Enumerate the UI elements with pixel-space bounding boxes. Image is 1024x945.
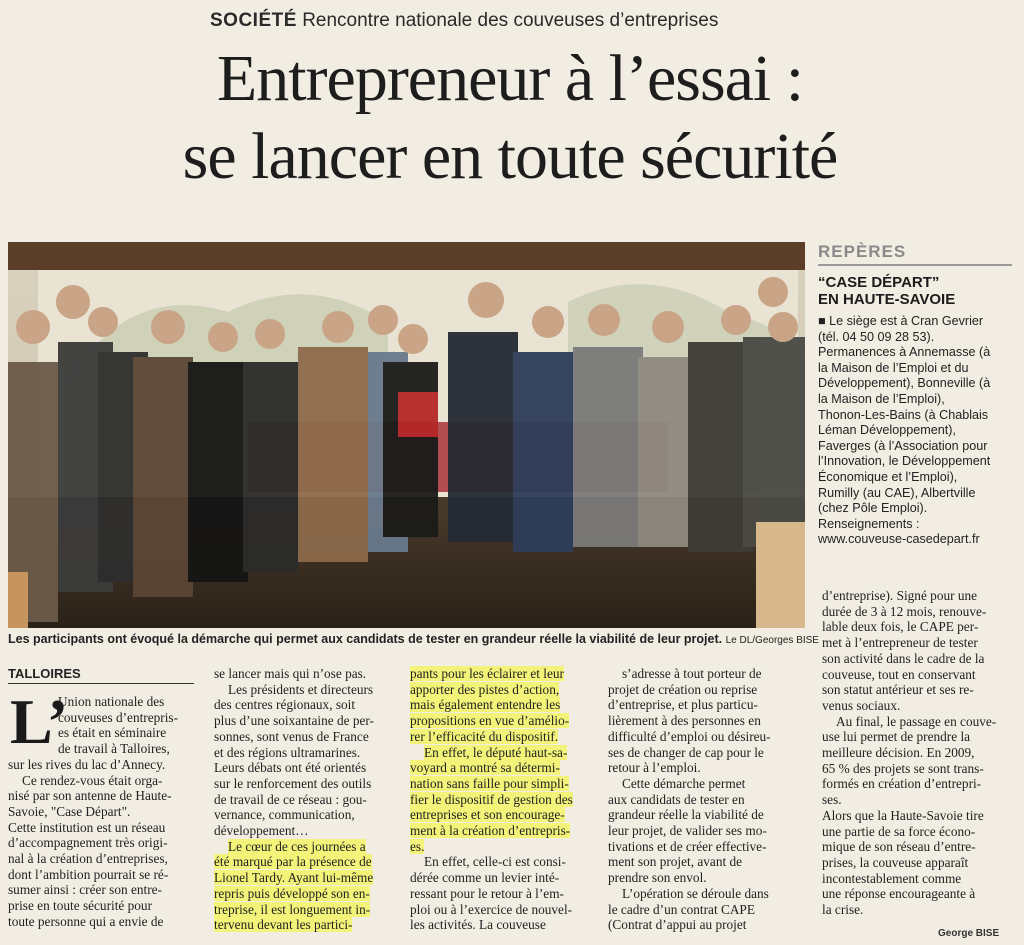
article-line: et des régions ultramarines.: [214, 744, 361, 760]
highlighted-line: nation sans faille pour simpli-: [410, 775, 569, 791]
highlighted-line: treprise, il est longuement in-: [214, 901, 371, 917]
article-line: nisé par son antenne de Haute-: [8, 788, 172, 804]
reperes-line: Faverges (à l’Association pour: [818, 438, 988, 453]
article-line: projet de création ou reprise: [608, 681, 758, 697]
article-line: les activités. La couveuse: [410, 917, 546, 933]
reperes-line: l’Innovation, le Développement: [818, 454, 991, 469]
article-line: une partie de sa force écono-: [822, 823, 976, 839]
reperes-title: [818, 274, 1018, 308]
article-line: prise en toute sécurité pour: [8, 898, 152, 914]
article-line: prises, la couveuse apparaît: [822, 854, 969, 870]
reperes-body: [818, 314, 1018, 548]
rubric-label: SOCIÉTÉ: [210, 10, 297, 31]
highlighted-line: repris puis développé son en-: [214, 885, 370, 901]
highlighted-line: En effet, le député haut-sa-: [424, 744, 568, 760]
highlighted-line: fier le dispositif de gestion des: [410, 791, 573, 807]
article-line: d’entreprise, et plus particu-: [608, 697, 758, 713]
article-line: lable deux fois, le CAPE per-: [822, 619, 979, 635]
article-line: plus d’une soixantaine de per-: [214, 713, 374, 729]
article-line: couveuse, tout en conservant: [822, 666, 976, 682]
article-line: Savoie, "Case Départ".: [8, 803, 131, 819]
article-line: son activité dans le cadre de la: [822, 650, 985, 666]
highlighted-line: rer l’efficacité du dispositif.: [410, 728, 559, 744]
article-line: ment son projet, avant de: [608, 854, 743, 870]
article-column-4: [608, 666, 771, 933]
drop-cap: L’: [10, 686, 69, 757]
article-line: le cadre d’un contrat CAPE: [608, 901, 755, 917]
article-line: En effet, celle-ci est consi-: [424, 854, 566, 870]
photo-caption: [8, 632, 819, 646]
article-line: leur projet, de valider ses mo-: [608, 823, 767, 839]
article-line: ploi ou à l’exercice de nouvel-: [410, 901, 573, 917]
article-line: dérée comme un levier inté-: [410, 870, 560, 886]
highlighted-line: pants pour les éclairer et leur: [410, 666, 564, 681]
article-line: lièrement à des personnes en: [608, 713, 761, 729]
article-line: aux candidats de tester en: [608, 791, 745, 807]
article-line: son statut antérieur et ses re-: [822, 682, 974, 698]
article-line: mique de son réseau d’entre-: [822, 839, 976, 855]
article-line: toute personne qui a envie de: [8, 913, 164, 929]
article-line: de travail à Talloires,: [58, 741, 170, 757]
headline-line-2: se lancer en toute sécurité: [182, 120, 838, 193]
reperes-line: Thonon-Les-Bains (à Chablais: [818, 407, 989, 422]
article-line: prendre son envol.: [608, 870, 707, 886]
article-line: des centres régionaux, soit: [214, 697, 356, 713]
article-line: es était en séminaire: [58, 725, 167, 741]
article-line: ses.: [822, 792, 842, 808]
headline: [40, 40, 980, 196]
article-column-1: [8, 686, 178, 930]
reperes-line: Économique et l’Emploi),: [818, 469, 958, 484]
article-line: dont l’ambition pourrait se ré-: [8, 866, 169, 882]
article-line: use lui permet de prendre la: [822, 729, 971, 745]
headline-line-1: Entrepreneur à l’essai :: [216, 42, 804, 115]
article-column-5: [822, 588, 996, 918]
article-line: Les présidents et directeurs: [228, 681, 374, 697]
highlighted-line: été marqué par la présence de: [214, 854, 372, 870]
article-line: s’adresse à tout porteur de: [622, 666, 762, 681]
article-line: Leurs débats ont été orientés: [214, 760, 367, 776]
highlighted-line: apporter des pistes d’action,: [410, 681, 560, 697]
highlighted-line: ment à la création d’entrepris-: [410, 823, 571, 839]
article-line: vernance, communication,: [214, 807, 355, 823]
article-line: Union nationale des: [58, 694, 165, 709]
article-line: met à l’entrepreneur de tester: [822, 635, 978, 651]
article-line: sur les rives du lac d’Annecy.: [8, 756, 166, 772]
photo-illustration: [8, 242, 805, 628]
reperes-line: Renseignements :: [818, 516, 920, 531]
photo-credit: Le DL/Georges BISE: [725, 635, 819, 646]
reperes-box: [818, 242, 1018, 548]
article-line: meilleure décision. En 2009,: [822, 745, 975, 761]
article-line: une réponse encourageante à: [822, 886, 976, 902]
article-line: Au final, le passage en couve-: [836, 713, 997, 729]
article-line: se lancer mais qui n’ose pas.: [214, 666, 367, 681]
article-line: 65 % des projets se sont trans-: [822, 760, 984, 776]
group-photo: [8, 242, 805, 628]
highlighted-line: Lionel Tardy. Ayant lui-même: [214, 870, 374, 886]
article-line: L’opération se déroule dans: [622, 885, 769, 901]
reperes-title-line-2: EN HAUTE-SAVOIE: [818, 291, 956, 308]
kicker-subtitle: Rencontre nationale des couveuses d’entreprises: [302, 10, 719, 31]
article-line: venus sociaux.: [822, 697, 901, 713]
dateline: TALLOIRES: [8, 666, 194, 684]
article-line: ses de changer de cap pour le: [608, 744, 764, 760]
article-line: incontestablement comme: [822, 870, 962, 886]
reperes-line: (tél. 04 50 09 28 53).: [818, 329, 935, 344]
highlighted-line: entreprises et son encourage-: [410, 807, 565, 823]
article-line: sumer ainsi : créer son entre-: [8, 882, 162, 898]
article-line: la crise.: [822, 902, 864, 918]
reperes-line: Léman Développement),: [818, 423, 956, 438]
article-line: formés en création d’entrepri-: [822, 776, 982, 792]
article-line: développement…: [214, 823, 309, 839]
article-line: d’accompagnement très origi-: [8, 835, 168, 851]
author-byline: George BISE: [938, 928, 1000, 939]
article-line: Alors que la Haute-Savoie tire: [822, 807, 984, 823]
article-line: Cette démarche permet: [622, 775, 746, 791]
article-line: grandeur réelle la viabilité de: [608, 807, 764, 823]
reperes-line: (chez Pôle Emploi).: [818, 501, 928, 516]
article-line: Cette institution est un réseau: [8, 819, 166, 835]
article-column-2: [214, 666, 374, 933]
highlighted-line: tervenu devant les partici-: [214, 917, 353, 933]
reperes-title-line-1: “CASE DÉPART”: [818, 274, 940, 291]
highlighted-line: propositions en vue d’amélio-: [410, 713, 570, 729]
article-line: sur le renforcement des outils: [214, 775, 372, 791]
article-line: sonnes, sont venus de France: [214, 728, 369, 744]
highlighted-line: es.: [410, 838, 425, 854]
reperes-link: www.couveuse-casedepart.fr: [818, 532, 980, 547]
article-line: de travail de ce réseau : gou-: [214, 791, 367, 807]
kicker: [210, 10, 718, 32]
article-line: retour à l’emploi.: [608, 760, 701, 776]
caption-text: Les participants ont évoqué la démarche qui permet aux candidats de tester en grandeur réelle la viabilité de leur projet.: [8, 632, 723, 646]
reperes-line: Rumilly (au CAE), Albertville: [818, 485, 976, 500]
article-line: tivations et de créer effective-: [608, 838, 767, 854]
article-line: (Contrat d’appui au projet: [608, 917, 747, 933]
article-line: nal à la création d’entreprises,: [8, 851, 168, 867]
reperes-line: Développement), Bonneville (à: [818, 376, 991, 391]
highlighted-line: mais également entendre les: [410, 697, 561, 713]
article-line: difficulté d’emploi ou désireu-: [608, 728, 771, 744]
article-line: durée de 3 à 12 mois, renouve-: [822, 603, 987, 619]
article-line: d’entreprise). Signé pour une: [822, 588, 978, 603]
highlighted-line: voyard a montré sa détermi-: [410, 760, 560, 776]
reperes-line: ■ Le siège est à Cran Gevrier: [818, 314, 984, 328]
article-line: Ce rendez-vous était orga-: [22, 772, 163, 788]
reperes-label: REPÈRES: [818, 242, 1012, 266]
highlighted-line: Le cœur de ces journées a: [228, 838, 366, 854]
reperes-line: la Maison de l’Emploi et du: [818, 360, 969, 375]
reperes-line: la Maison de l’Emploi),: [818, 391, 945, 406]
article-line: ressant pour le retour à l’em-: [410, 885, 564, 901]
reperes-line: Permanences à Annemasse (à: [818, 345, 991, 360]
article-line: couveuses d’entrepris-: [58, 709, 178, 725]
article-column-3: [410, 666, 573, 933]
